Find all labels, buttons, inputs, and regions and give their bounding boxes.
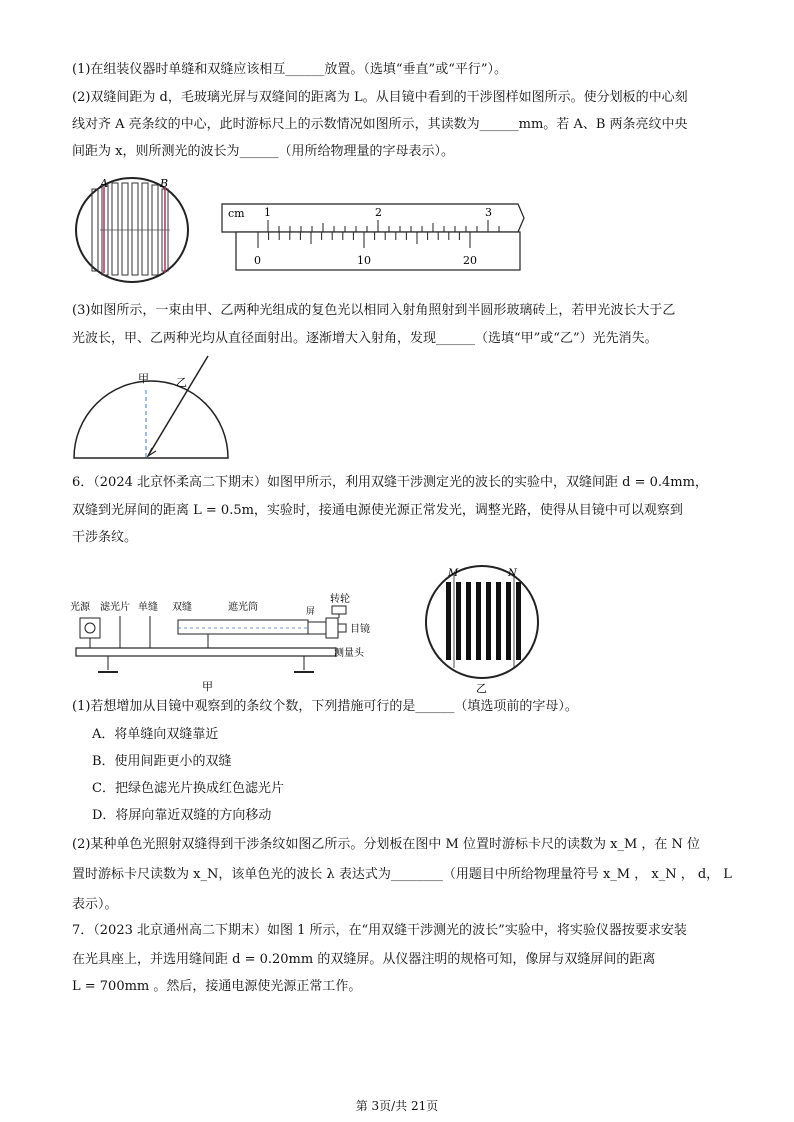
q5-part3-line2: 光波长，甲、乙两种光均从直径面射出。逐渐增大入射角，发现______（选填“甲”或“乙”）光先消失。 <box>72 331 658 346</box>
main-tick-label: 3 <box>485 206 492 219</box>
q6-sub1: (1)若想增加从目镜中观察到的条纹个数，下列措施可行的是______（填选项前的字母）。 <box>72 699 578 714</box>
label-jia: 甲 <box>138 372 149 385</box>
apparatus-label: 屏 <box>306 607 316 617</box>
apparatus-label: 滤光片 <box>100 602 130 613</box>
page-footer: 第 3页/共 21页 <box>355 1099 439 1113</box>
label-m: M <box>448 568 459 579</box>
q5-part2-line3: 间距为 x，则所测光的波长为______（用所给物理量的字母表示）。 <box>72 144 454 159</box>
figure-caption-yi: 乙 <box>476 682 487 695</box>
apparatus-label: 目镜 <box>350 624 370 635</box>
q5-part2-line2: 线对齐 A 亮条纹的中心，此时游标尺上的示数情况如图所示，其读数为______mm。若 A、B 两条亮纹中央 <box>72 117 688 132</box>
main-tick-label: 2 <box>375 206 382 219</box>
eyepiece-fringe-figure <box>70 175 194 285</box>
caliper-unit: cm <box>228 207 245 220</box>
q6-option-b: B．使用间距更小的双缝 <box>92 754 232 769</box>
figure-caption-jia: 甲 <box>202 680 213 693</box>
vernier-caliper-figure <box>218 196 530 276</box>
label-n: N <box>508 568 517 579</box>
q6-option-c: C．把绿色滤光片换成红色滤光片 <box>92 781 284 796</box>
main-tick-label: 1 <box>264 206 271 219</box>
apparatus-label: 转轮 <box>330 594 350 605</box>
q6-line2: 双缝到光屏间的距离 L = 0.5m，实验时，接通电源使光源正常发光，调整光路，使得从目镜中可以观察到 <box>72 503 683 518</box>
label-yi: 乙 <box>176 376 187 389</box>
q6-option-a: A．将单缝向双缝靠近 <box>92 727 219 742</box>
q6-line1: 6．（2024 北京怀柔高二下期末）如图甲所示，利用双缝干涉测定光的波长的实验中，双缝间距 d = 0.4mm， <box>72 475 708 490</box>
q5-part1: (1)在组装仪器时单缝和双缝应该相互______放置。（选填“垂直”或“平行”）。 <box>72 62 507 77</box>
apparatus-label: 双缝 <box>172 602 192 613</box>
q6-sub2-line2: 置时游标卡尺读数为 x_N，该单色光的波长 λ 表达式为________（用题目中所给物理量符号 x_M ， x_N ， d， L <box>72 867 732 882</box>
q7-line3: L = 700mm 。然后，接通电源使光源正常工作。 <box>72 979 362 994</box>
apparatus-label: 光源 <box>70 602 90 613</box>
q5-part3-line1: (3)如图所示，一束由甲、乙两种光组成的复色光以相同入射角照射到半圆形玻璃砖上，若甲光波长大于乙 <box>72 303 676 318</box>
apparatus-label: 遮光筒 <box>228 602 258 613</box>
fringe-pattern-figure <box>418 558 548 696</box>
apparatus-label: 测量头 <box>334 648 364 659</box>
q7-line1: 7．（2023 北京通州高二下期末）如图 1 所示，在“用双缝干涉测光的波长”实验中，将实验仪器按要求安装 <box>72 923 687 938</box>
q6-option-d: D．将屏向靠近双缝的方向移动 <box>92 808 272 823</box>
apparatus-label: 单缝 <box>138 602 158 613</box>
q6-sub2-line1: (2)某种单色光照射双缝得到干涉条纹如图乙所示。分划板在图中 M 位置时游标卡尺的读数为 x_M ，在 N 位 <box>72 837 701 852</box>
vernier-tick-label: 10 <box>357 254 371 267</box>
optical-bench-figure <box>68 592 408 702</box>
q7-line2: 在光具座上，并选用缝间距 d = 0.20mm 的双缝屏。从仪器注明的规格可知，像屏与双缝屏间的距离 <box>72 952 656 967</box>
q6-line3: 干涉条纹。 <box>72 530 138 545</box>
label-a: A <box>100 177 108 190</box>
q5-part2-line1: (2)双缝间距为 d，毛玻璃光屏与双缝间的距离为 L。从目镜中看到的干涉图样如图所示。使分划板的中心刻 <box>72 90 688 105</box>
vernier-tick-label: 20 <box>463 254 477 267</box>
label-b: B <box>160 177 169 190</box>
q6-sub2-line3: 表示）。 <box>72 897 118 912</box>
semicircle-glass-figure <box>68 352 248 464</box>
vernier-tick-label: 0 <box>254 254 261 267</box>
